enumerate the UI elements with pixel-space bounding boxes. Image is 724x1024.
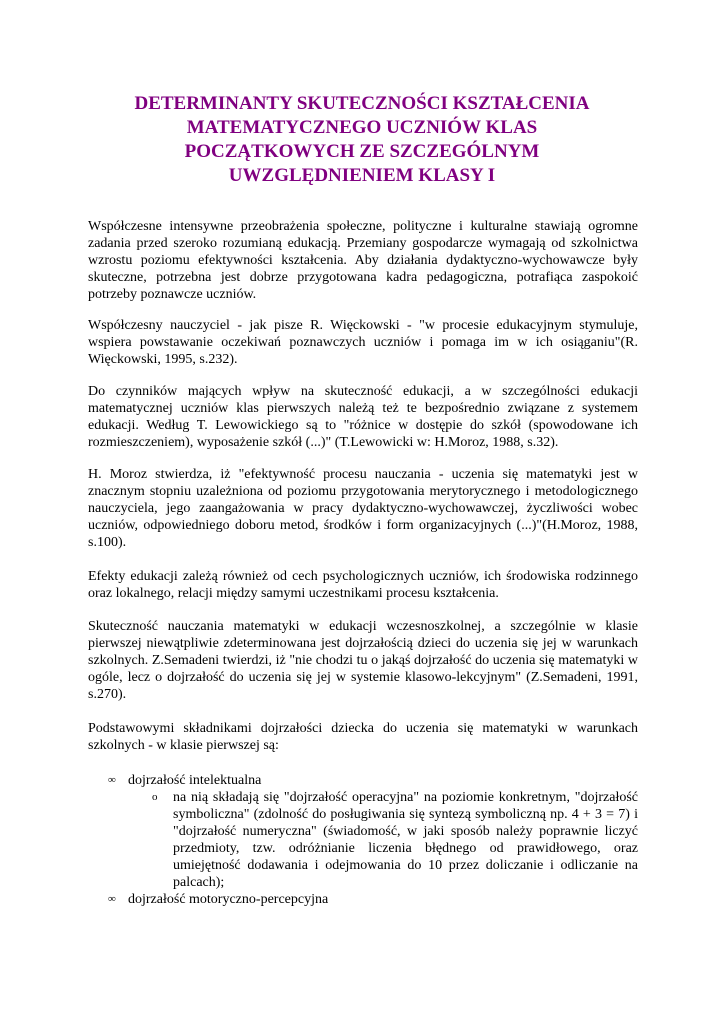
list-item-label: dojrzałość motoryczno-percepcyjna [128,892,329,907]
paragraph-5: Efekty edukacji zależą również od cech psychologicznych uczniów, ich środowiska rodzinnego oraz lokalnego, relacji między samymi uczestnikami procesu kształcenia. [88,569,638,601]
paragraph-7: Podstawowymi składnikami dojrzałości dziecka do uczenia się matematyki w warunkach szkolnych - w klasie pierwszej są: [88,721,638,753]
document-title [88,92,636,188]
list-item [88,772,638,789]
paragraph-3: Do czynników mających wpływ na skuteczność edukacji, a w szczególności edukacji matematycznej uczniów klas pierwszych należą też te bezpośrednio związane z systemem edukacji. Według T. Lewowickiego są to "różnice w dostępie do szkół (spowodowane ich rozmieszczeniem), wyposażenie szkół (...)" (T.Lewowicki w: H.Moroz, 1988, s.32). [88,384,638,450]
circle-bullet-icon: o [152,791,158,803]
infinity-bullet-icon: ∞ [108,893,116,905]
title-line-4: UWZGLĘDNIENIEM KLASY I [228,165,496,186]
list-item [88,891,638,908]
sub-list-item-text: na nią składają się "dojrzałość operacyjna" na poziomie konkretnym, "dojrzałość symboliczna" (zdolność do posługiwania się syntezą symboliczną np. 4 + 3 = 7) i "dojrzałość numeryczna" (świadomość, w jaki sposób należy poprawnie liczyć przedmioty, tzw. odróżnianie liczenia błędnego od prawidłowego, oraz umiejętność dodawania i odejmowania do 10 przez doliczanie i odliczanie na palcach); [173,790,638,890]
title-line-1: DETERMINANTY SKUTECZNOŚCI KSZTAŁCENIA [134,93,590,114]
paragraph-4: H. Moroz stwierdza, iż "efektywność procesu nauczania - uczenia się matematyki jest w znacznym stopniu uzależniona od poziomu przygotowania merytorycznego i metodologicznego nauczyciela, jego zaangażowania w pracy dydaktyczno-wychowawczej, życzliwości wobec uczniów, odpowiedniego doboru metod, środków i form organizacyjnych (...)"(H.Moroz, 1988, s.100). [88,467,638,550]
sub-list-item [88,789,638,891]
title-line-3: POCZĄTKOWYCH ZE SZCZEGÓLNYM [184,141,540,162]
paragraph-6: Skuteczność nauczania matematyki w edukacji wczesnoszkolnej, a szczególnie w klasie pierwszej niewątpliwie zdeterminowana jest dojrzałością dzieci do uczenia się jej w warunkach szkolnych. Z.Semadeni twierdzi, iż "nie chodzi tu o jakąś dojrzałość do uczenia się matematyki w ogóle, lecz o dojrzałość do uczenia się jej w systemie klasowo-lekcyjnym" (Z.Semadeni, 1991, s.270). [88,619,638,702]
infinity-bullet-icon: ∞ [108,774,116,786]
title-line-2: MATEMATYCZNEGO UCZNIÓW KLAS [186,117,538,138]
paragraph-2: Współczesny nauczyciel - jak pisze R. Więckowski - "w procesie edukacyjnym stymuluje, wspiera powstawanie oczekiwań poznawczych uczniów i pomaga im w ich osiąganiu"(R. Więckowski, 1995, s.232). [88,318,638,367]
list-item-label: dojrzałość intelektualna [128,773,262,788]
maturity-list [88,772,638,908]
paragraph-1: Współczesne intensywne przeobrażenia społeczne, polityczne i kulturalne stawiają ogromne zadania przed szeroko rozumianą edukacją. Przemiany gospodarcze wymagają od szkolnictwa wzrostu poziomu efektywności kształcenia. Aby działania dydaktyczno-wychowawcze były skuteczne, potrzebna jest dobrze przygotowana kadra pedagogiczna, potrafiąca zaspokoić potrzeby poznawcze uczniów. [88,219,638,302]
